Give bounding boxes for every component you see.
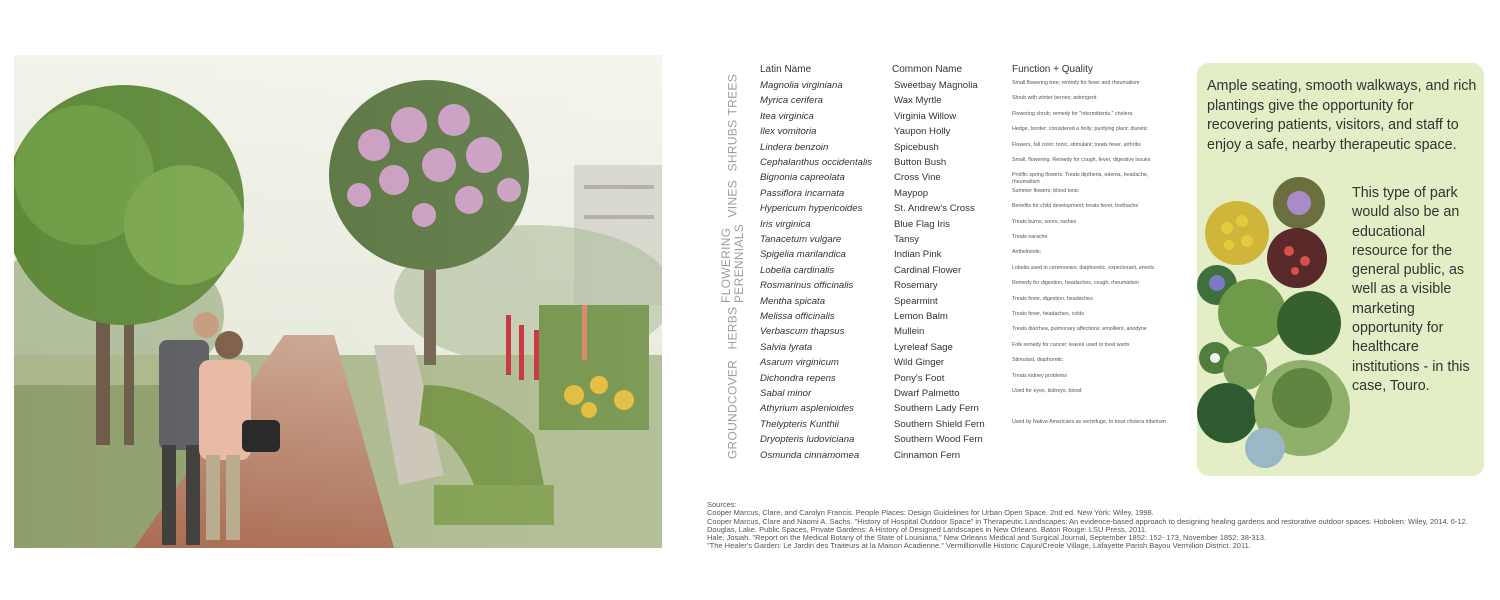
source-item: Cooper Marcus, Clare, and Carolyn Francis. People Places: Design Guidelines for Urban Open Space. 2nd ed. New York: Wiley, 1998. — [707, 508, 1154, 518]
table-row — [722, 265, 1192, 280]
common-name: Spearmint — [894, 295, 938, 307]
category-herbs: HERBS — [725, 306, 740, 350]
latin-name: Tanacetum vulgare — [760, 234, 842, 245]
latin-name: Lindera benzoin — [760, 141, 829, 153]
function-quality: Treats burns, sores, rashes — [1012, 218, 1077, 225]
table-row — [722, 326, 1192, 341]
common-name: Lyreleaf Sage — [894, 341, 953, 353]
education-text: This type of park would also be an educational resource for the general public, as well as a visible marketing opportunity for healthcare institutions - in this case, Touro. — [1352, 185, 1470, 394]
latin-name: Bignonia capreolata — [760, 172, 845, 184]
function-quality: Lobelia used in ceremonies; diaphoretic, expectorant, emetic — [1012, 264, 1155, 271]
latin-name: Passiflora incarnata — [760, 187, 845, 199]
common-name: Tansy — [894, 234, 920, 245]
common-name: Pony's Foot — [894, 372, 945, 384]
latin-name: Verbascum thapsus — [760, 326, 845, 338]
tansy-photo — [1205, 201, 1269, 265]
latin-name: Dryopteris ludoviciana — [760, 434, 855, 446]
sources-section — [707, 501, 1497, 551]
function-quality: Stimulant, diaphoretic — [1012, 357, 1063, 364]
function-quality: Prolific spring flowers. Treats diptheria, edema, headache, rheumatism — [1012, 172, 1149, 185]
function-quality: Remedy for digestion, headaches, cough, rheumatism — [1012, 280, 1139, 287]
function-quality: Benefits for child development; treats fever, toothache — [1012, 203, 1139, 210]
table-row — [722, 157, 1192, 172]
function-quality: Used by Native Americans as vermifuge, to treat cholera infantum — [1012, 418, 1166, 425]
table-row — [722, 219, 1192, 234]
garden-rendering — [14, 55, 662, 548]
indian-pink-photo — [1267, 228, 1327, 288]
table-row — [722, 234, 1192, 249]
common-name: Wax Myrtle — [894, 95, 942, 107]
latin-name: Itea virginica — [760, 110, 814, 122]
category-shrubs: SHRUBS — [725, 119, 740, 172]
latin-name: Hypericum hypericoides — [760, 203, 863, 215]
latin-name: Ilex vomitoria — [760, 126, 817, 138]
table-row — [722, 172, 1192, 187]
function-quality: Flowering shrub; remedy for "intermittents," cholera — [1012, 110, 1133, 117]
benefits-panel — [1197, 63, 1484, 476]
latin-name: Magnolia virginiana — [760, 80, 843, 91]
latin-name: Mentha spicata — [760, 295, 826, 307]
table-row — [722, 373, 1192, 388]
table-row — [722, 388, 1192, 403]
latin-name: Iris virginica — [760, 218, 811, 230]
latin-name: Spigelia marilandica — [760, 249, 846, 261]
common-name: Southern Shield Fern — [894, 418, 985, 430]
source-item: Hale, Josiah. "Report on the Medical Botany of the State of Louisiana," New Orleans Medical and Surgical Journal, September 1852: 152- 173, November 1852: 38-313. — [707, 533, 1266, 543]
intro-text: Ample seating, smooth walkways, and rich plantings give the opportunity for recovering patients, visitors, and staff to enjoy a safe, nearby therapeutic space. — [1207, 78, 1477, 153]
latin-name: Athyrium asplenioides — [760, 403, 854, 415]
table-row — [722, 111, 1192, 126]
table-row — [722, 450, 1192, 465]
common-name: Cross Vine — [894, 172, 941, 184]
function-quality: Small, flowering. Remedy for cough, fever, digestive issues — [1012, 157, 1151, 163]
header-latin-name: Latin Name — [760, 64, 812, 75]
function-quality: Treats earache — [1012, 234, 1048, 240]
function-quality: Treats fever, headaches, colds — [1012, 311, 1084, 317]
latin-name: Dichondra repens — [760, 372, 836, 384]
table-row — [722, 95, 1192, 110]
table-row — [722, 342, 1192, 357]
table-row — [722, 126, 1192, 141]
function-quality: Shrub with winter berries; astringent — [1012, 95, 1097, 102]
common-name: Virginia Willow — [894, 110, 957, 122]
common-name: Southern Wood Fern — [894, 434, 983, 446]
herb-leaves-photo — [1218, 279, 1286, 347]
table-row — [722, 188, 1192, 203]
source-item: Cooper Marcus, Clare and Naomi A. Sachs. "History of Hospital Outdoor Space" in Therapeutic Landscapes: An evidence-based approach to designing healing gardens and restorative outdoor spaces. Hoboken: Wiley, 2014. 6-12. — [707, 516, 1468, 526]
common-name: Sweetbay Magnolia — [894, 80, 978, 91]
common-name: Blue Flag Iris — [894, 218, 950, 230]
category-vines: VINES — [725, 179, 740, 218]
table-row — [722, 80, 1192, 95]
common-name: St. Andrew's Cross — [894, 203, 975, 215]
plant-table — [719, 60, 1192, 470]
sources-heading: Sources: — [707, 500, 737, 509]
function-quality: Treats kidney problems — [1012, 372, 1067, 379]
source-item: Douglas, Lake. Public Spaces, Private Gardens: A History of Designed Landscapes in New Orleans. Baton Rouge: LSU Press, 2011. — [707, 524, 1148, 534]
table-row — [722, 419, 1192, 434]
common-name: Lemon Balm — [894, 311, 948, 322]
latin-name: Asarum virginicum — [760, 357, 839, 369]
fern-photo — [1245, 428, 1285, 468]
latin-name: Osmunda cinnamomea — [760, 449, 860, 461]
latin-name: Salvia lyrata — [760, 341, 813, 353]
source-item: "The Healer's Garden: Le Jardin des Traiteurs at la Maison Acadienne." Vermillionville Historic Cajun/Creole Village, Lafayette Parish Bayou Vermilion District. 2011. — [707, 541, 1251, 551]
table-row — [722, 434, 1192, 449]
common-name: Rosemary — [894, 280, 938, 292]
common-name: Southern Lady Fern — [894, 403, 979, 415]
table-row — [722, 311, 1192, 326]
common-name: Cinnamon Fern — [894, 449, 961, 461]
table-row — [722, 203, 1192, 218]
table-row — [722, 296, 1192, 311]
category-trees: TREES — [725, 73, 740, 116]
garden-rendering-illustration — [14, 55, 662, 548]
function-quality: Anthelmintic — [1012, 249, 1041, 256]
latin-name: Myrica cerifera — [760, 95, 823, 107]
function-quality: Small flowering tree; remedy for fever and rheumatism — [1012, 80, 1140, 86]
function-quality: Treats fever, digestion, headaches — [1012, 295, 1093, 302]
common-name: Mullein — [894, 326, 925, 338]
function-quality: Used for eyes, kidneys, blood — [1012, 388, 1082, 394]
rosemary-photo — [1277, 291, 1341, 355]
header-common-name: Common Name — [892, 64, 963, 75]
table-row — [722, 249, 1192, 264]
common-name: Cardinal Flower — [894, 264, 962, 276]
table-row — [722, 142, 1192, 157]
table-row — [722, 403, 1192, 418]
function-quality: Folk remedy for cancer; leaves used to treat warts — [1012, 341, 1130, 348]
latin-name: Lobelia cardinalis — [760, 264, 835, 276]
plant-photo-collage — [1197, 173, 1357, 473]
category-flowering-perennials: FLOWERING PERENNIALS — [719, 223, 746, 303]
category-groundcover: GROUNDCOVER — [725, 359, 740, 460]
function-quality: Treats diarrhea, pulmonary affections; emollient, anodyne — [1012, 326, 1147, 333]
palmetto-photo — [1197, 383, 1257, 443]
common-name: Indian Pink — [894, 249, 942, 261]
function-quality: Summer flowers; blood tonic — [1012, 187, 1079, 194]
latin-name: Melissa officinalis — [760, 311, 835, 322]
table-row — [722, 357, 1192, 372]
common-name: Maypop — [894, 187, 929, 199]
common-name: Wild Ginger — [894, 357, 945, 369]
function-quality: Hedge, border; considered a holly; purifying plant; diuretic — [1012, 126, 1148, 133]
latin-name: Rosmarinus officinalis — [760, 280, 854, 292]
latin-name: Sabal minor — [760, 388, 812, 399]
table-row — [722, 280, 1192, 295]
common-name: Spicebush — [894, 141, 939, 153]
latin-name: Cephalanthus occidentalis — [760, 157, 873, 168]
common-name: Yaupon Holly — [894, 126, 951, 138]
header-function-quality: Function + Quality — [1012, 64, 1093, 75]
latin-name: Thelypteris Kunthii — [760, 418, 839, 430]
common-name: Button Bush — [894, 157, 947, 168]
common-name: Dwarf Palmetto — [894, 388, 960, 399]
function-quality: Flowers, fall color; tonic, stimulant; treats fever, arthritis — [1012, 141, 1141, 148]
